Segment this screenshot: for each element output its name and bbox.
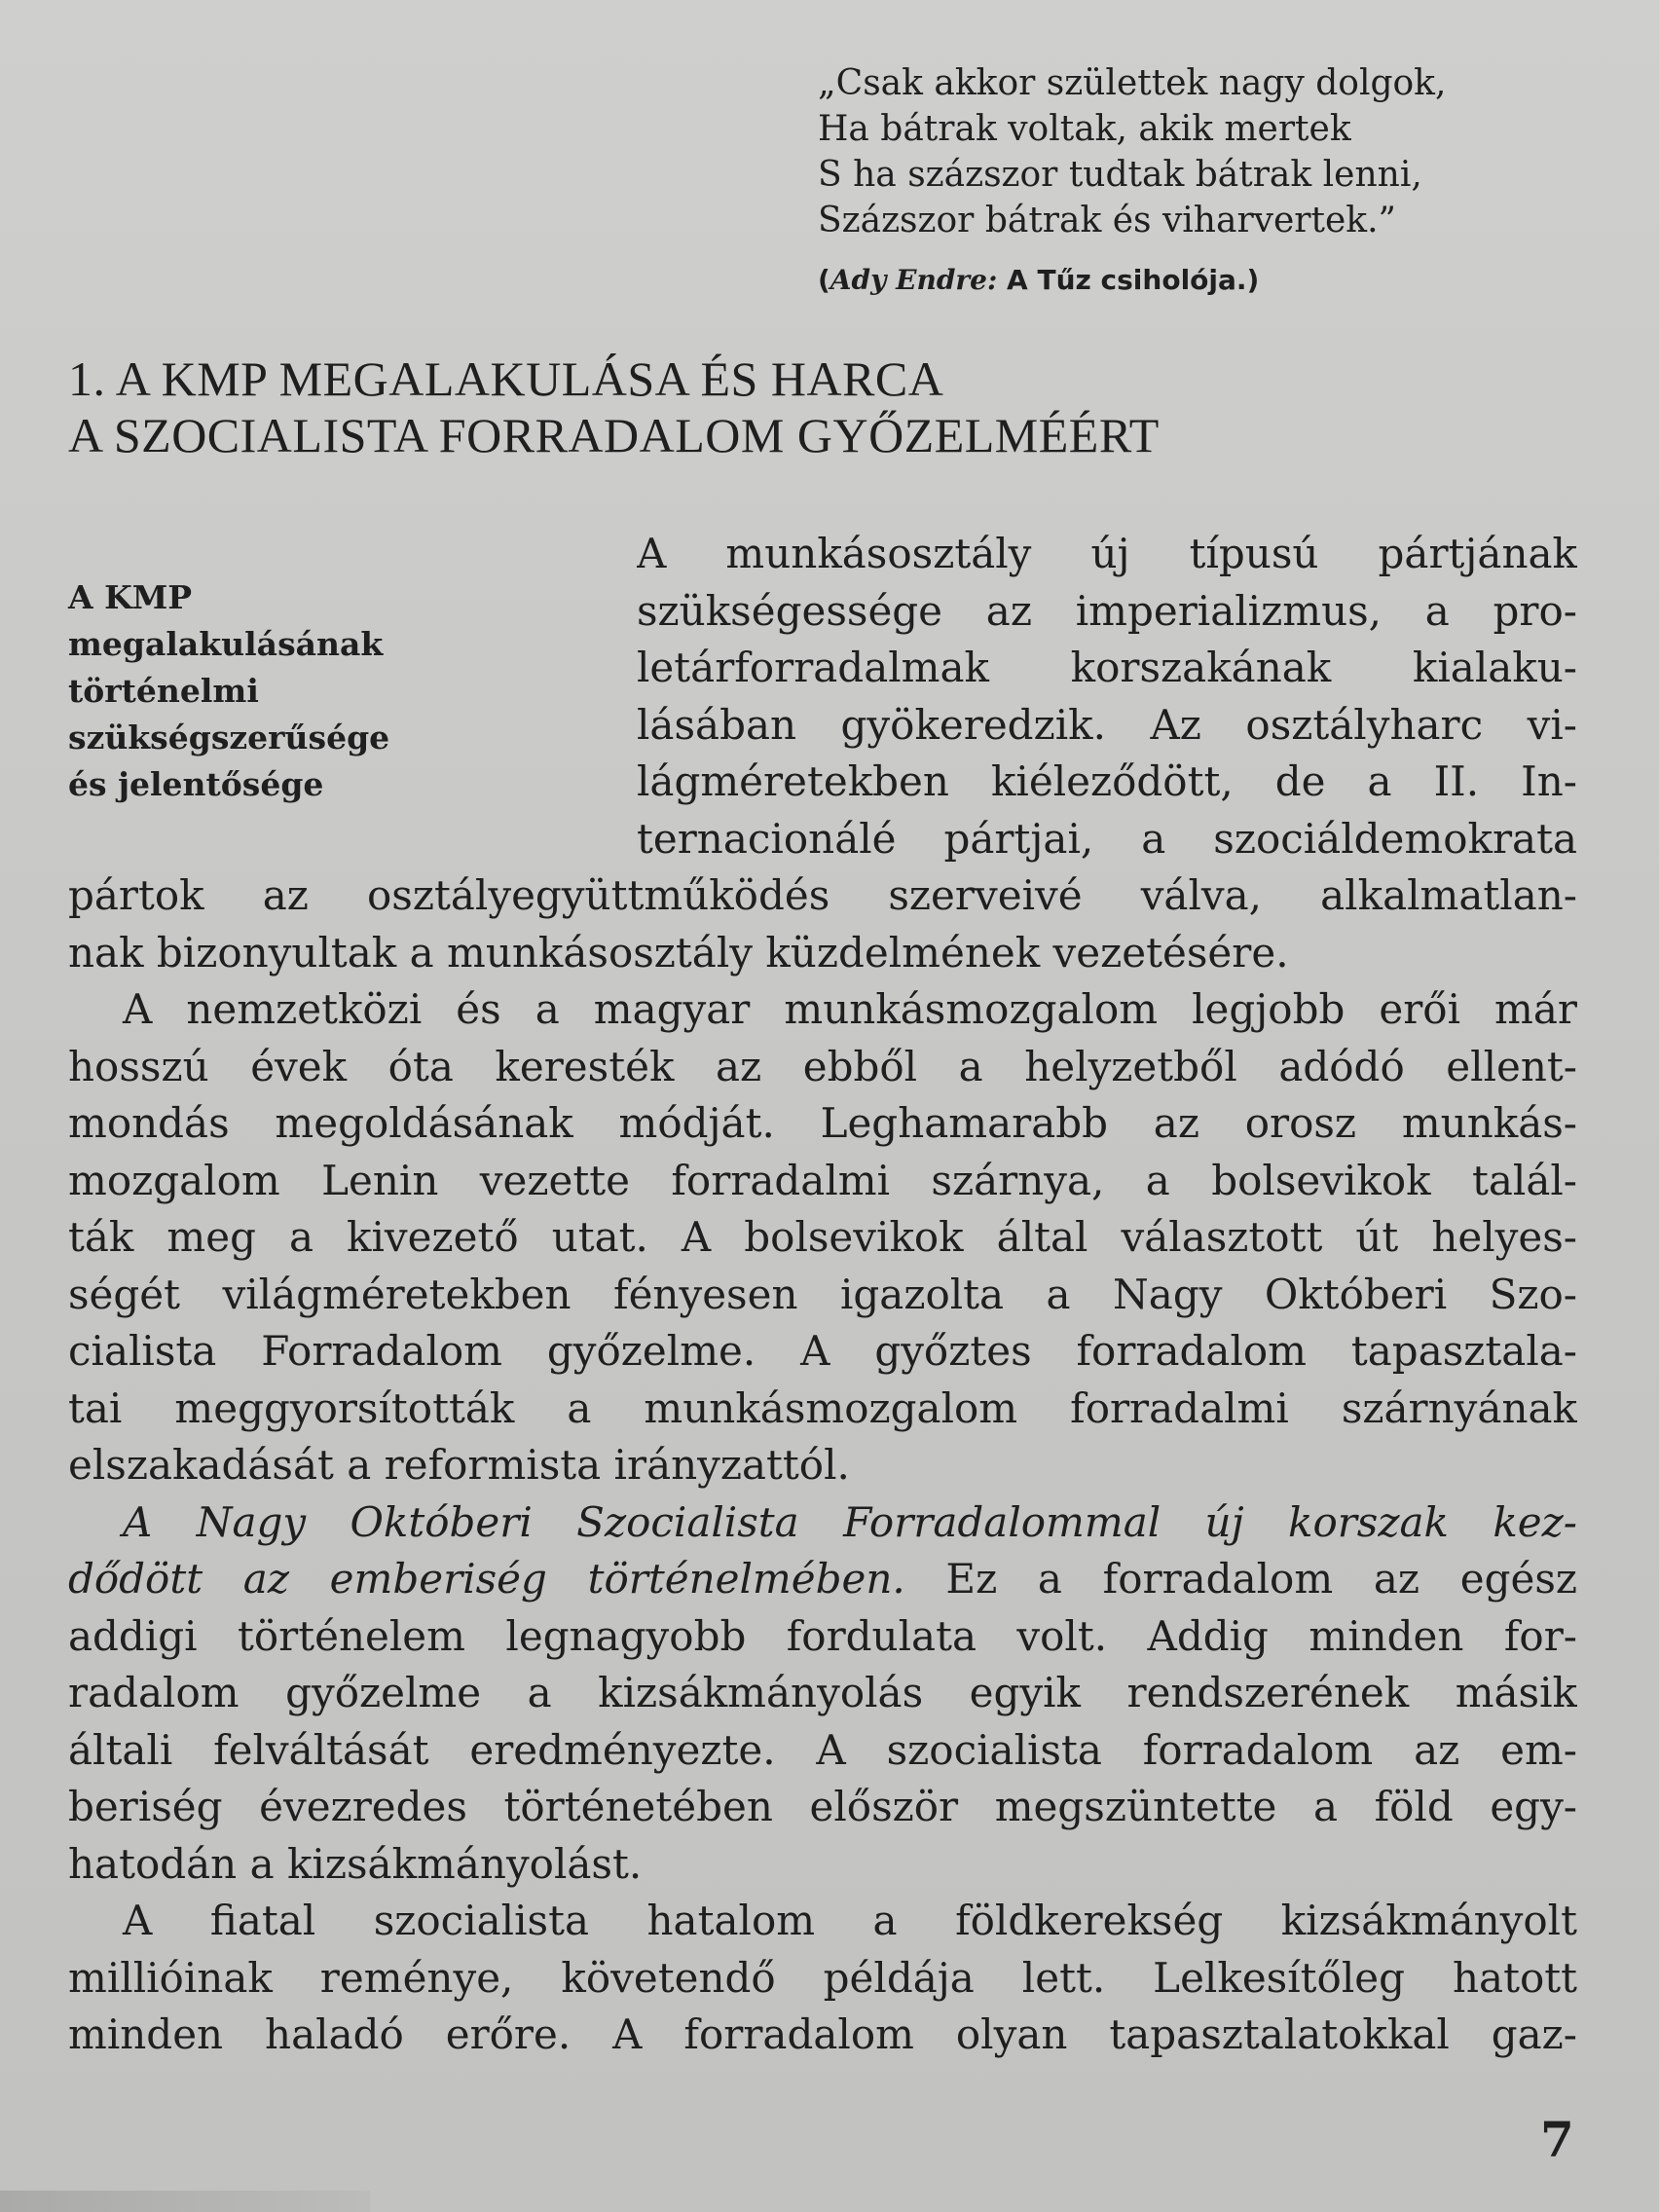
text-line: mozgalom Lenin vezette forradalmi szárnya, a bolsevikok talál- bbox=[68, 1156, 1577, 1204]
text-fragment: Ez a forradalom az egész bbox=[904, 1555, 1577, 1603]
chapter-title bbox=[68, 350, 1626, 463]
margin-heading-line: A KMP bbox=[68, 578, 193, 616]
page-number: 7 bbox=[1540, 2111, 1574, 2168]
chapter-title-line-1: 1. A KMP MEGALAKULÁSA ÉS HARCA bbox=[68, 351, 944, 406]
text-line: minden haladó erőre. A forradalom olyan tapasztalatokkal gaz- bbox=[68, 2010, 1577, 2058]
text-line: millióinak reménye, követendő példája lett. Lelkesítőleg hatott bbox=[68, 1953, 1577, 2002]
text-line: nak bizonyultak a munkásosztály küzdelmének vezetésére. bbox=[68, 928, 1289, 977]
margin-heading-line: szükségszerűsége bbox=[68, 719, 390, 756]
text-line-mixed bbox=[68, 1551, 1577, 1608]
italic-phrase: dődött az emberiség történelmében. bbox=[68, 1555, 905, 1603]
text-line: pártok az osztályegyüttműködés szerveivé válva, alkalmatlan- bbox=[68, 871, 1577, 919]
chapter-title-line-2: A SZOCIALISTA FORRADALOM GYŐZELMÉÉRT bbox=[68, 408, 1160, 462]
text-line: A munkásosztály új típusú pártjának bbox=[637, 530, 1577, 577]
epigraph-line: Százszor bátrak és viharvertek.” bbox=[818, 201, 1396, 240]
text-line: radalom győzelme a kizsákmányolás egyik rendszerének másik bbox=[68, 1669, 1577, 1716]
text-line: ségét világméretekben fényesen igazolta a Nagy Októberi Szo- bbox=[68, 1270, 1577, 1318]
epigraph-line: S ha százszor tudtak bátrak lenni, bbox=[818, 155, 1422, 195]
margin-heading-line: történelmi bbox=[68, 672, 259, 710]
text-line: hatodán a kizsákmányolást. bbox=[68, 1839, 643, 1888]
citation-paren: ( bbox=[818, 264, 830, 296]
epigraph-line: „Csak akkor születtek nagy dolgok, bbox=[818, 63, 1447, 103]
text-line: elszakadását a reformista irányzattól. bbox=[68, 1441, 850, 1489]
margin-heading-line: és jelentősége bbox=[68, 765, 324, 803]
epigraph-poem bbox=[818, 60, 1577, 298]
epigraph-citation bbox=[818, 263, 1577, 298]
text-line: beriség évezredes történetében először megszüntette a föld egy- bbox=[68, 1783, 1577, 1830]
text-line: ták meg a kivezető utat. A bolsevikok által választott út helyes- bbox=[68, 1213, 1577, 1261]
page-edge-shadow bbox=[0, 2191, 370, 2212]
epigraph-line: Ha bátrak voltak, akik mertek bbox=[818, 109, 1351, 149]
text-line: lágméretekben kiéleződött, de a II. In- bbox=[637, 757, 1577, 805]
text-line: lásában gyökeredzik. Az osztályharc vi- bbox=[637, 700, 1577, 749]
text-line: cialista Forradalom győzelme. A győztes forradalom tapasztala- bbox=[68, 1327, 1577, 1375]
text-line: letárforradalmak korszakának kialaku- bbox=[637, 644, 1577, 691]
text-line: általi felváltását eredményezte. A szocialista forradalom az em- bbox=[68, 1725, 1577, 1774]
text-line: ternacionálé pártjai, a szociáldemokrata bbox=[637, 814, 1577, 863]
text-line: mondás megoldásának módját. Leghamarabb az orosz munkás- bbox=[68, 1099, 1577, 1147]
text-line: A nemzetközi és a magyar munkásmozgalom legjobb erői már bbox=[123, 985, 1577, 1033]
text-line: szükségessége az imperializmus, a pro- bbox=[637, 586, 1577, 635]
text-line: hosszú évek óta keresték az ebből a helyzetből adódó ellent- bbox=[68, 1042, 1577, 1090]
margin-heading-line: megalakulásának bbox=[68, 625, 384, 663]
text-line: addigi történelem legnagyobb fordulata volt. Addig minden for- bbox=[68, 1611, 1577, 1660]
citation-work: A Tűz csiholója.) bbox=[997, 264, 1260, 296]
text-line: tai meggyorsították a munkásmozgalom forradalmi szárnyának bbox=[68, 1383, 1577, 1432]
citation-author: Ady Endre: bbox=[830, 264, 998, 296]
text-line-italic: A Nagy Októberi Szocialista Forradalommal új korszak kez- bbox=[123, 1497, 1577, 1546]
text-line: A fiatal szocialista hatalom a földkerekség kizsákmányolt bbox=[123, 1897, 1577, 1944]
body-text bbox=[68, 526, 1577, 2064]
